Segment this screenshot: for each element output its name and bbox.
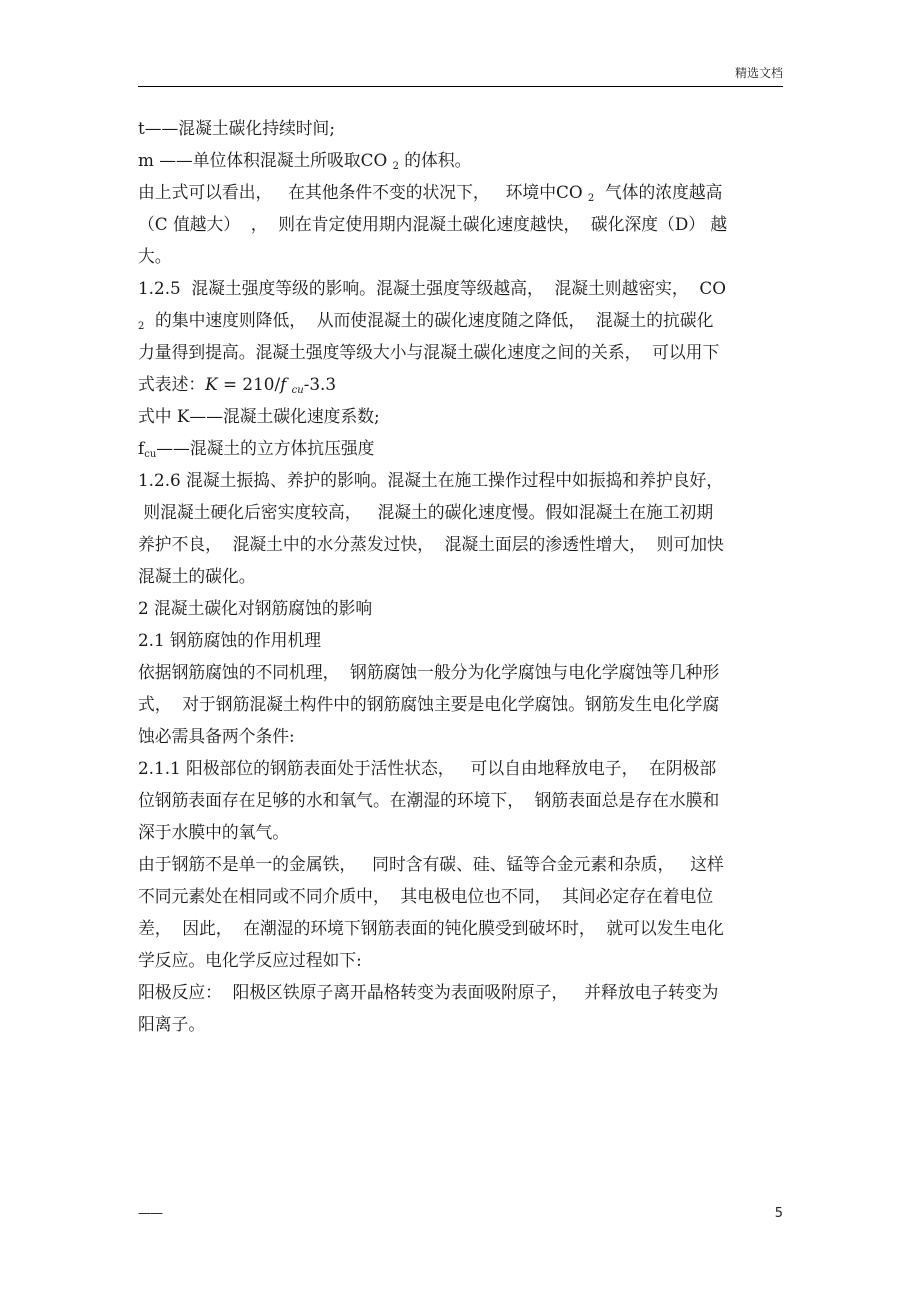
formula-line: 式表述：K = 210/f $_{cu}$-3.3: [138, 374, 337, 396]
text-line: 式中 K——混凝土碳化速度系数;: [138, 406, 380, 426]
text-line: 阳极反应： 阳极区铁原子离开晶格转变为表面吸附原子， 并释放电子转变为: [138, 982, 719, 1002]
text-line: 混凝土的碳化。: [138, 566, 256, 586]
header-label: 精选文档: [734, 66, 783, 80]
text-line: m ——单位体积混凝土所吸取CO $_2$ 的体积。: [138, 150, 472, 172]
text-line: 深于水膜中的氧气。: [138, 822, 290, 842]
header-rule: [138, 86, 783, 87]
page-number: 5: [774, 1206, 783, 1221]
section-heading: 2 混凝土碳化对钢筋腐蚀的影响: [138, 598, 373, 618]
section-heading: 2.1.1 阳极部位的钢筋表面处于活性状态， 可以自由地释放电子， 在阴极部: [138, 758, 717, 778]
text-line: 蚀必需具备两个条件:: [138, 726, 295, 746]
footer-dash: ——: [138, 1206, 162, 1221]
text-line: 阳离子。: [138, 1014, 206, 1034]
text-line: （C 值越大） ， 则在肯定使用期内混凝土碳化速度越快， 碳化深度（D） 越: [138, 214, 728, 234]
text-line: 不同元素处在相同或不同介质中， 其电极电位也不同， 其间必定存在着电位: [138, 886, 714, 906]
text-line: 养护不良， 混凝土中的水分蒸发过快， 混凝土面层的渗透性增大， 则可加快: [138, 534, 724, 554]
text-line: 位钢筋表面存在足够的水和氧气。在潮湿的环境下， 钢筋表面总是存在水膜和: [138, 790, 720, 810]
text-line: 由上式可以看出， 在其他条件不变的状况下， 环境中CO $_2$ 气体的浓度越高: [138, 182, 723, 204]
body-text: [138, 112, 783, 1040]
section-heading: 1.2.6 混凝土振捣、养护的影响。混凝土在施工操作过程中如振捣和养护良好，: [138, 470, 724, 490]
text-line: 由于钢筋不是单一的金属铁， 同时含有碳、硅、锰等合金元素和杂质， 这样: [138, 854, 724, 874]
text-line: $f_{cu}——$混凝土的立方体抗压强度: [138, 438, 375, 460]
text-line: 则混凝土硬化后密实度较高， 混凝土的碳化速度慢。假如混凝土在施工初期: [138, 502, 714, 522]
section-heading: 2.1 钢筋腐蚀的作用机理: [138, 630, 322, 650]
text-line: 差， 因此， 在潮湿的环境下钢筋表面的钝化膜受到破坏时， 就可以发生电化: [138, 918, 724, 938]
text-line: 大。: [138, 246, 172, 266]
text-line: $_2$ 的集中速度则降低， 从而使混凝土的碳化速度随之降低， 混凝土的抗碳化: [138, 310, 714, 332]
text-line: 依据钢筋腐蚀的不同机理， 钢筋腐蚀一般分为化学腐蚀与电化学腐蚀等几种形: [138, 662, 720, 682]
text-line: 力量得到提高。混凝土强度等级大小与混凝土碳化速度之间的关系， 可以用下: [138, 342, 720, 362]
text-line: 学反应。电化学反应过程如下:: [138, 950, 362, 970]
text-line: t——混凝土碳化持续时间;: [138, 118, 335, 138]
section-heading: 1.2.5 混凝土强度等级的影响。混凝土强度等级越高， 混凝土则越密实， CO: [138, 278, 726, 298]
text-line: 式， 对于钢筋混凝土构件中的钢筋腐蚀主要是电化学腐蚀。钢筋发生电化学腐: [138, 694, 720, 714]
